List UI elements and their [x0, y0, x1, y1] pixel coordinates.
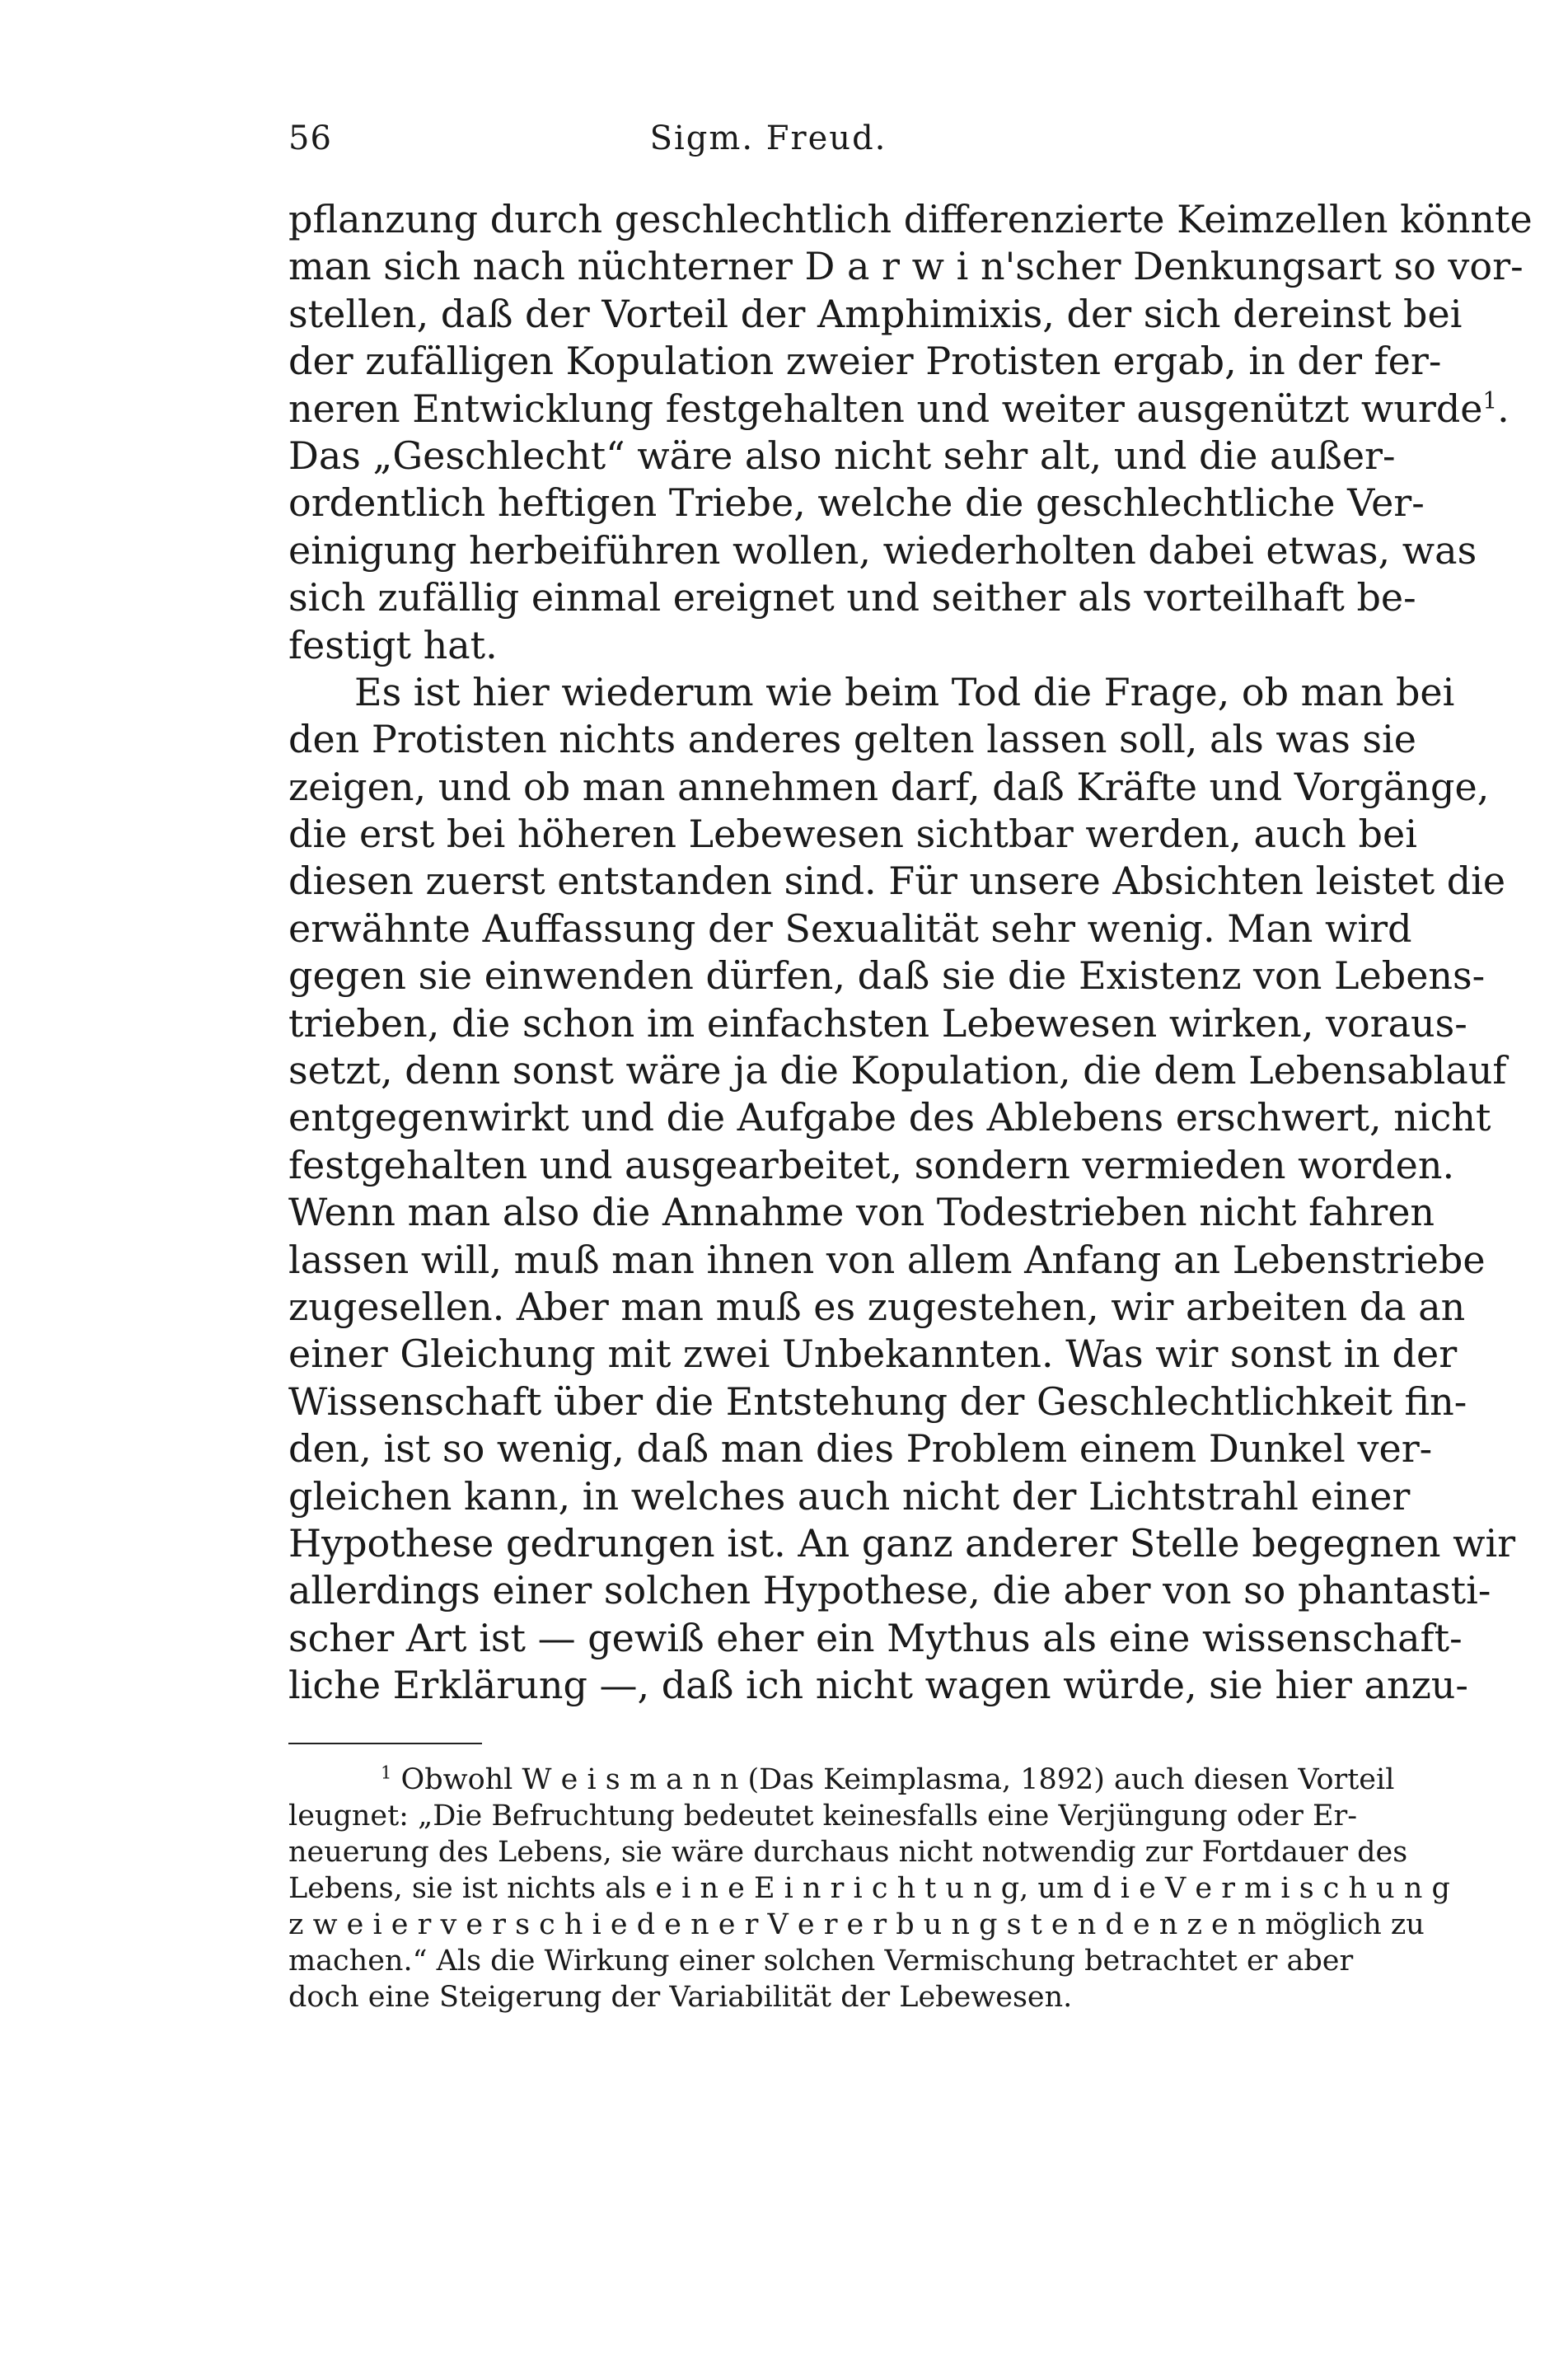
footnote-line: z w e i e r v e r s c h i e d e n e r V e r e r b u n g s t e n d e n z e n möglich zu	[288, 1908, 1425, 1941]
text-line: setzt, denn sonst wäre ja die Kopulation, die dem Lebensablauf	[288, 1048, 1507, 1093]
footnote-marker: 1	[381, 1762, 392, 1783]
paragraph-end-line: festigt hat.	[288, 622, 498, 667]
text-line: gleichen kann, in welches auch nicht der Lichtstrahl einer	[288, 1473, 1411, 1519]
text-line: lassen will, muß man ihnen von allem Anfang an Lebenstriebe	[288, 1237, 1486, 1282]
footnote-line-content: Obwohl W e i s m a n n (Das Keimplasma, 1892) auch diesen Vorteil	[400, 1763, 1395, 1796]
page-number: 56	[288, 119, 332, 157]
footnote	[288, 1762, 1450, 2015]
text-line: zugesellen. Aber man muß es zugestehen, wir arbeiten da an	[288, 1284, 1466, 1329]
footnote-line: Lebens, sie ist nichts als e i n e E i n r i c h t u n g, um d i e V e r m i s c h u n g	[288, 1872, 1450, 1905]
text-line-with-footnote-ref: neren Entwicklung festgehalten und weiter ausgenützt wurde$^1$.	[288, 386, 1509, 431]
text-line-content: neren Entwicklung festgehalten und weiter ausgenützt wurde	[288, 386, 1483, 431]
text-line: diesen zuerst entstanden sind. Für unsere Absichten leistet die	[288, 859, 1506, 904]
footnote-line: neuerung des Lebens, sie wäre durchaus nicht notwendig zur Fortdauer des	[288, 1836, 1408, 1869]
text-line: entgegenwirkt und die Aufgabe des Ablebens erschwert, nicht	[288, 1095, 1491, 1140]
text-line: scher Art ist — gewiß eher ein Mythus als eine wissenschaft-	[288, 1615, 1463, 1660]
text-line: allerdings einer solchen Hypothese, die aber von so phantasti-	[288, 1568, 1491, 1613]
text-line: trieben, die schon im einfachsten Lebewesen wirken, voraus-	[288, 1000, 1467, 1046]
footnote-line: machen.“ Als die Wirkung einer solchen Vermischung betrachtet er aber	[288, 1945, 1354, 1978]
footnote-reference: 1	[1482, 386, 1498, 414]
text-line: gegen sie einwenden dürfen, daß sie die Existenz von Lebens-	[288, 953, 1486, 999]
text-line: Hypothese gedrungen ist. An ganz anderer Stelle begegnen wir	[288, 1520, 1516, 1566]
text-line: einer Gleichung mit zwei Unbekannten. Was wir sonst in der	[288, 1332, 1458, 1377]
footnote-last-line: doch eine Steigerung der Variabilität der Lebewesen.	[288, 1981, 1073, 2014]
text-line: Das „Geschlecht“ wäre also nicht sehr alt, und die außer-	[288, 433, 1396, 478]
text-line: den, ist so wenig, daß man dies Problem einem Dunkel ver-	[288, 1426, 1433, 1472]
text-line: Wissenschaft über die Entstehung der Geschlechtlichkeit fin-	[288, 1378, 1467, 1424]
text-line: Wenn man also die Annahme von Todestrieben nicht fahren	[288, 1190, 1435, 1235]
text-line: ordentlich heftigen Triebe, welche die geschlechtliche Ver-	[288, 480, 1425, 526]
running-head: Sigm. Freud.	[649, 119, 887, 157]
text-line: die erst bei höheren Lebewesen sichtbar werden, auch bei	[288, 812, 1417, 857]
text-line: den Protisten nichts anderes gelten lassen soll, als was sie	[288, 717, 1416, 762]
footnote-line: leugnet: „Die Befruchtung bedeutet keinesfalls eine Verjüngung oder Er-	[288, 1800, 1358, 1832]
text-line: festgehalten und ausgearbeitet, sondern vermieden worden.	[288, 1142, 1455, 1187]
footnote-first-line	[288, 1762, 1395, 1798]
text-line: liche Erklärung —, daß ich nicht wagen würde, sie hier anzu-	[288, 1663, 1468, 1708]
text-line: sich zufällig einmal ereignet und seither als vorteilhaft be-	[288, 575, 1416, 620]
text-line: einigung herbeiführen wollen, wiederholten dabei etwas, was	[288, 527, 1477, 573]
body-text	[288, 196, 1533, 1710]
text-line: man sich nach nüchterner D a r w i n'scher Denkungsart so vor-	[288, 244, 1524, 289]
text-line: stellen, daß der Vorteil der Amphimixis, der sich dereinst bei	[288, 291, 1463, 336]
paragraph-start-line: Es ist hier wiederum wie beim Tod die Frage, ob man bei	[354, 669, 1455, 714]
footnote-divider	[288, 1743, 482, 1744]
text-line: pflanzung durch geschlechtlich differenzierte Keimzellen könnte	[288, 197, 1533, 241]
text-line: zeigen, und ob man annehmen darf, daß Kräfte und Vorgänge,	[288, 764, 1490, 809]
page-header	[288, 119, 1248, 169]
text-line: der zufälligen Kopulation zweier Protisten ergab, in der fer-	[288, 339, 1442, 384]
text-line: erwähnte Auffassung der Sexualität sehr wenig. Man wird	[288, 906, 1412, 951]
